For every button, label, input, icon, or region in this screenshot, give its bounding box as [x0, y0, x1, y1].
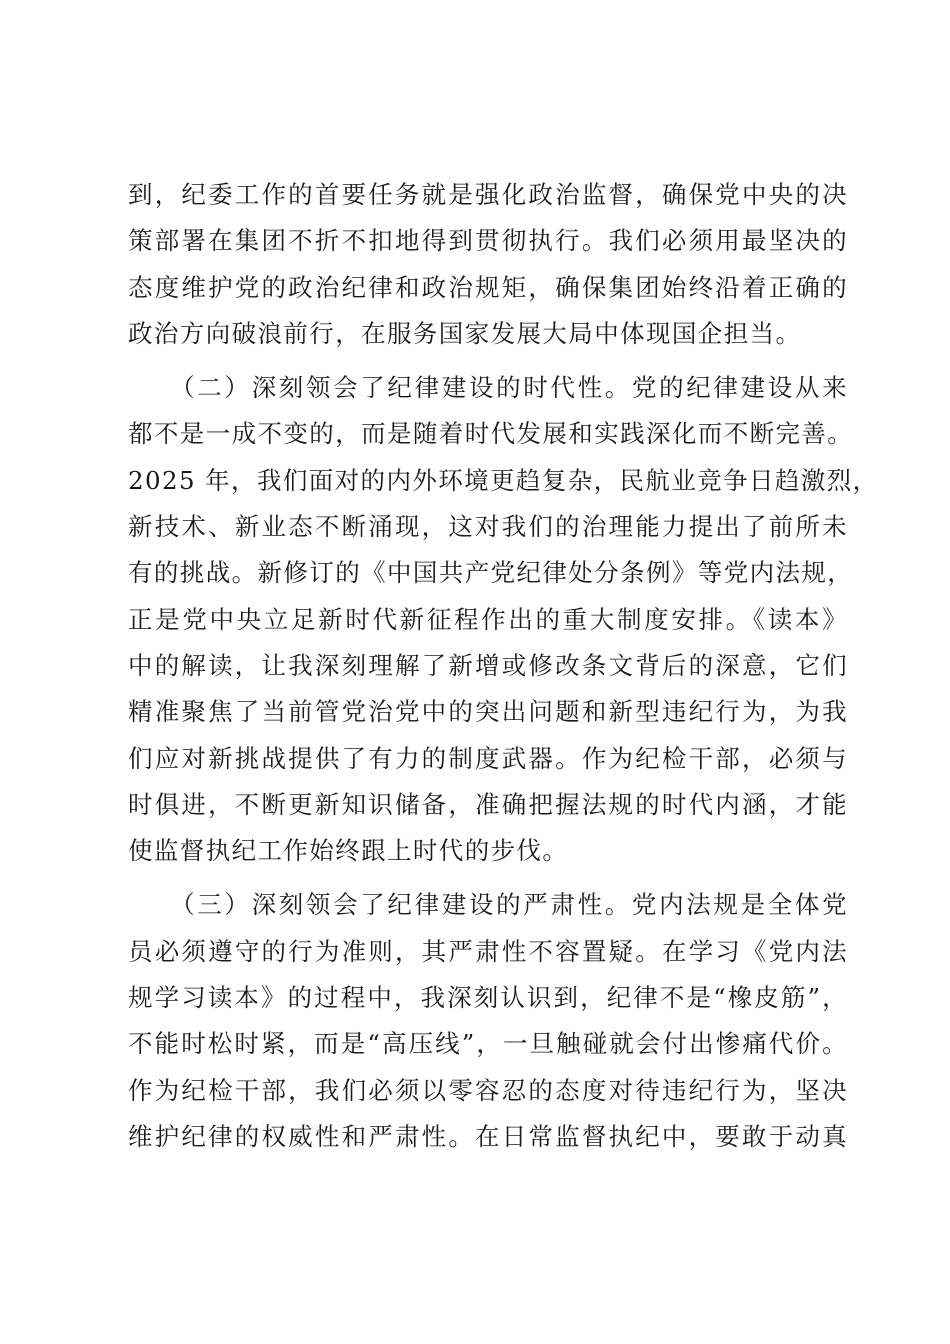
text-line: 员必须遵守的行为准则，其严肃性不容置疑。在学习《党内法 — [128, 936, 848, 966]
text-line: 使监督执纪工作始终跟上时代的步伐。 — [128, 836, 569, 866]
text-line: 新技术、新业态不断涌现，这对我们的治理能力提出了前所未 — [128, 512, 848, 542]
document-body — [128, 172, 879, 1160]
text-line: 作为纪检干部，我们必须以零容忍的态度对待违纪行为，坚决 — [128, 1075, 848, 1105]
text-line: 策部署在集团不折不扣地得到贯彻执行。我们必须用最坚决的 — [128, 226, 848, 256]
text-line: 维护纪律的权威性和严肃性。在日常监督执纪中，要敢于动真 — [128, 1121, 848, 1151]
text-line: 精准聚焦了当前管党治党中的突出问题和新型违纪行为，为我 — [128, 697, 848, 727]
text-line: 有的挑战。新修订的《中国共产党纪律处分条例》等党内法规， — [128, 558, 854, 588]
text-line: 们应对新挑战提供了有力的制度武器。作为纪检干部，必须与 — [128, 743, 848, 773]
text-line: 正是党中央立足新时代新征程作出的重大制度安排。《读本》 — [128, 604, 848, 634]
paragraph-3 — [128, 882, 848, 1160]
text-line: 中的解读，让我深刻理解了新增或修改条文背后的深意，它们 — [128, 650, 848, 680]
paragraph-1 — [128, 172, 848, 357]
text-line: 政治方向破浪前行，在服务国家发展大局中体现国企担当。 — [128, 318, 802, 348]
text-line: 都不是一成不变的，而是随着时代发展和实践深化而不断完善。 — [128, 419, 854, 449]
paragraph-gap — [128, 874, 848, 882]
paragraph-2 — [128, 365, 879, 874]
text-line: 规学习读本》的过程中，我深刻认识到，纪律不是“橡皮筋”， — [128, 983, 848, 1013]
text-line: （三）深刻领会了纪律建设的严肃性。党内法规是全体党 — [128, 890, 848, 920]
text-line: 到，纪委工作的首要任务就是强化政治监督，确保党中央的决 — [128, 180, 848, 209]
paragraph-gap — [128, 357, 848, 365]
text-line: （二）深刻领会了纪律建设的时代性。党的纪律建设从来 — [128, 373, 848, 403]
text-line: 2025 年，我们面对的内外环境更趋复杂，民航业竞争日趋激烈， — [128, 465, 879, 495]
text-line: 不能时松时紧，而是“高压线”，一旦触碰就会付出惨痛代价。 — [128, 1029, 848, 1059]
text-line: 态度维护党的政治纪律和政治规矩，确保集团始终沿着正确的 — [128, 272, 848, 302]
text-line: 时俱进，不断更新知识储备，准确把握法规的时代内涵，才能 — [128, 789, 848, 819]
